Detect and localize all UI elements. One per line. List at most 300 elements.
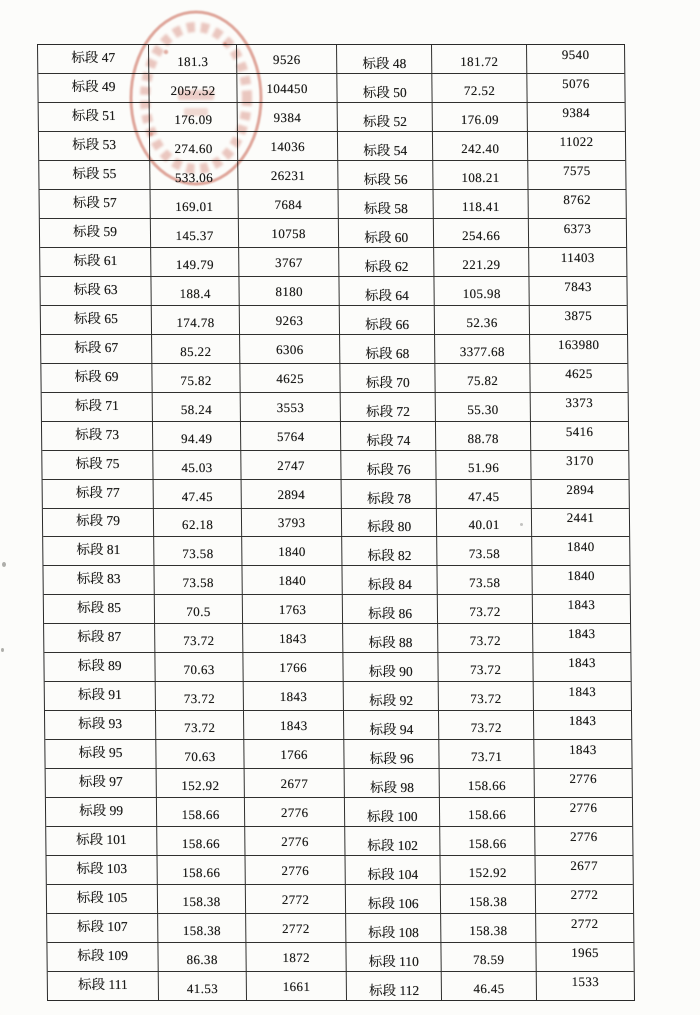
value2-left-cell <box>242 566 342 594</box>
value2-left-cell <box>240 422 340 450</box>
section-label-right-cell <box>341 537 436 565</box>
table-row <box>38 45 624 73</box>
section-value: 70.63 <box>183 662 215 678</box>
section-label: 标段 52 <box>362 113 408 129</box>
section-label: 标段 53 <box>72 136 117 152</box>
section-value: 4625 <box>276 370 305 386</box>
section-value: 158.66 <box>468 807 507 823</box>
section-value: 47.45 <box>181 488 214 504</box>
value2-right-cell <box>526 45 624 73</box>
value2-left-cell <box>243 740 343 768</box>
section-value: 73.58 <box>182 546 214 562</box>
value2-right-cell <box>532 595 630 623</box>
section-label: 标段 61 <box>73 252 118 268</box>
section-label-right-cell <box>343 653 438 681</box>
section-label: 标段 62 <box>364 258 409 274</box>
section-label: 标段 66 <box>365 316 410 332</box>
value2-left-cell <box>238 219 338 247</box>
value2-right-cell <box>531 537 629 565</box>
section-label: 标段 49 <box>71 78 116 94</box>
section-value: 9526 <box>272 51 301 67</box>
table-row <box>44 652 630 681</box>
section-value: 72.52 <box>463 82 496 98</box>
section-label-left-cell <box>45 711 155 739</box>
value1-left-cell <box>155 653 243 681</box>
section-label: 标段 80 <box>367 519 412 535</box>
section-label-left-cell <box>43 537 153 565</box>
section-label-right-cell <box>341 451 436 479</box>
section-value: 1872 <box>282 950 311 966</box>
table-row <box>42 450 628 479</box>
section-value: 1840 <box>278 544 306 560</box>
table-row <box>46 826 632 855</box>
section-label-left-cell <box>42 422 152 450</box>
value1-right-cell <box>436 537 531 565</box>
section-value: 242.40 <box>461 140 500 156</box>
section-value: 86.38 <box>186 952 218 968</box>
value2-left-cell <box>244 798 344 826</box>
value2-left-cell <box>246 972 346 1000</box>
value1-left-cell <box>152 422 240 450</box>
section-label: 标段 101 <box>76 832 127 848</box>
section-label: 标段 92 <box>369 693 414 709</box>
value2-right-cell <box>534 798 632 826</box>
bid-section-table <box>37 44 635 1001</box>
section-value: 2776 <box>569 800 598 816</box>
section-value: 158.38 <box>182 894 221 910</box>
section-label: 标段 65 <box>73 310 118 326</box>
section-value: 73.58 <box>468 546 501 562</box>
section-value: 181.72 <box>460 53 499 69</box>
value1-right-cell <box>438 653 533 681</box>
section-label-right-cell <box>338 190 433 218</box>
section-label-left-cell <box>47 914 157 942</box>
value2-left-cell <box>241 537 341 565</box>
section-label-right-cell <box>339 335 434 363</box>
section-value: 47.45 <box>468 488 500 504</box>
table-row <box>39 131 625 160</box>
section-label-left-cell <box>40 277 150 305</box>
section-label-right-cell <box>341 480 436 508</box>
section-value: 5076 <box>562 75 590 91</box>
section-label: 标段 78 <box>366 490 411 506</box>
section-label: 标段 104 <box>367 867 419 883</box>
section-value: 176.09 <box>460 111 500 127</box>
section-label: 标段 106 <box>367 896 419 912</box>
table-row <box>46 855 632 884</box>
section-value: 45.03 <box>181 459 213 475</box>
section-label: 标段 56 <box>363 171 408 187</box>
section-value: 274.60 <box>174 140 213 156</box>
section-label: 标段 94 <box>369 722 414 738</box>
section-value: 11022 <box>559 133 594 149</box>
value1-left-cell <box>156 798 244 826</box>
section-value: 94.49 <box>181 430 213 446</box>
value2-right-cell <box>531 480 629 508</box>
value2-right-cell <box>532 653 630 681</box>
table-row <box>40 189 626 218</box>
value2-right-cell <box>535 885 633 913</box>
table-row <box>40 247 626 276</box>
section-label: 标段 84 <box>367 577 412 593</box>
section-label: 标段 68 <box>365 345 410 361</box>
value1-right-cell <box>433 190 528 218</box>
section-value: 158.66 <box>468 836 507 852</box>
section-value: 158.38 <box>468 894 508 910</box>
section-label: 标段 110 <box>368 954 419 970</box>
section-value: 26231 <box>270 167 306 183</box>
section-value: 3377.68 <box>459 343 505 359</box>
section-value: 1763 <box>278 602 307 618</box>
section-label: 标段 69 <box>74 368 119 384</box>
value1-right-cell <box>436 480 531 508</box>
section-value: 2747 <box>277 457 305 473</box>
section-value: 108.21 <box>461 169 500 185</box>
value1-left-cell <box>156 769 244 797</box>
value2-right-cell <box>533 682 631 710</box>
value1-right-cell <box>431 45 526 73</box>
section-label: 标段 50 <box>362 84 407 100</box>
section-value: 145.37 <box>175 227 214 243</box>
value1-right-cell <box>438 740 533 768</box>
section-label: 标段 76 <box>366 461 411 477</box>
value1-right-cell <box>432 161 527 189</box>
section-label-right-cell <box>345 885 440 913</box>
section-value: 169.01 <box>175 198 214 214</box>
section-label-right-cell <box>342 566 437 594</box>
section-label: 标段 111 <box>78 976 128 992</box>
section-value: 1843 <box>568 655 596 671</box>
section-value: 7843 <box>564 278 592 294</box>
section-label: 标段 79 <box>76 513 121 529</box>
section-label: 标段 107 <box>76 919 128 935</box>
section-label-right-cell <box>339 277 434 305</box>
value2-right-cell <box>527 103 625 131</box>
value2-left-cell <box>240 393 340 421</box>
section-label: 标段 81 <box>76 542 121 558</box>
section-label: 标段 98 <box>369 780 415 796</box>
section-label-right-cell <box>344 740 439 768</box>
section-value: 2441 <box>566 510 595 526</box>
section-label-left-cell <box>47 856 157 884</box>
section-label: 标段 64 <box>364 287 409 303</box>
section-label: 标段 82 <box>367 548 412 564</box>
value2-left-cell <box>236 74 336 102</box>
section-label: 标段 88 <box>368 635 413 651</box>
section-value: 104450 <box>266 80 308 96</box>
section-label-left-cell <box>47 885 157 913</box>
section-label: 标段 47 <box>71 49 116 65</box>
value1-left-cell <box>149 161 237 189</box>
section-value: 1766 <box>280 747 308 763</box>
table-row <box>42 392 628 421</box>
section-value: 75.82 <box>466 372 499 388</box>
section-value: 73.72 <box>183 633 215 649</box>
section-value: 152.92 <box>468 865 507 881</box>
table-row <box>45 739 631 768</box>
value1-left-cell <box>153 537 241 565</box>
value2-left-cell <box>244 769 344 797</box>
section-value: 78.59 <box>473 952 505 968</box>
section-value: 181.3 <box>177 53 209 69</box>
section-label-right-cell <box>340 422 435 450</box>
section-label-left-cell <box>40 190 150 218</box>
value2-left-cell <box>243 711 343 739</box>
section-value: 73.72 <box>470 691 502 707</box>
value1-left-cell <box>155 711 243 739</box>
section-value: 158.38 <box>469 923 508 939</box>
section-value: 158.66 <box>181 807 220 823</box>
value1-right-cell <box>435 364 530 392</box>
value2-right-cell <box>527 161 625 189</box>
section-label-left-cell <box>45 740 155 768</box>
section-label: 标段 67 <box>74 339 119 355</box>
section-label: 标段 83 <box>76 571 121 587</box>
section-value: 221.29 <box>462 256 501 272</box>
section-value: 1766 <box>279 660 308 676</box>
section-label-left-cell <box>40 248 150 276</box>
section-label-left-cell <box>41 364 151 392</box>
value2-right-cell <box>532 624 630 652</box>
section-value: 163980 <box>557 336 600 352</box>
section-label-left-cell <box>46 798 156 826</box>
table-row <box>40 218 626 247</box>
value1-left-cell <box>153 509 241 537</box>
section-label-left-cell <box>38 45 148 73</box>
value1-right-cell <box>432 132 527 160</box>
value1-left-cell <box>153 480 241 508</box>
section-label-left-cell <box>43 480 153 508</box>
section-value: 73.72 <box>469 604 501 620</box>
section-label-left-cell <box>44 624 154 652</box>
value1-right-cell <box>434 335 529 363</box>
section-label-left-cell <box>42 451 152 479</box>
section-value: 73.72 <box>470 720 502 736</box>
section-value: 2677 <box>280 776 309 792</box>
value2-right-cell <box>530 451 628 479</box>
section-value: 2776 <box>569 771 598 787</box>
table-row <box>44 594 630 623</box>
value1-left-cell <box>157 914 245 942</box>
section-value: 3793 <box>277 515 306 531</box>
value1-right-cell <box>431 74 526 102</box>
section-value: 6373 <box>563 220 592 236</box>
section-label-right-cell <box>337 161 432 189</box>
section-value: 1843 <box>569 742 597 758</box>
section-label-right-cell <box>337 74 432 102</box>
value2-left-cell <box>242 624 342 652</box>
section-value: 6306 <box>275 341 304 357</box>
section-label: 标段 60 <box>364 229 409 245</box>
value2-left-cell <box>245 856 345 884</box>
section-value: 2776 <box>281 863 310 879</box>
value1-left-cell <box>152 364 240 392</box>
section-value: 75.82 <box>180 372 212 388</box>
section-label-left-cell <box>39 103 149 131</box>
section-value: 70.5 <box>186 604 211 620</box>
section-label: 标段 75 <box>75 455 120 471</box>
value1-left-cell <box>154 595 242 623</box>
value2-left-cell <box>237 103 337 131</box>
table-row <box>40 276 626 305</box>
value1-right-cell <box>439 769 534 797</box>
table-row <box>47 884 633 913</box>
section-label: 标段 85 <box>76 600 121 616</box>
table-row <box>45 710 631 739</box>
section-value: 73.72 <box>184 720 216 736</box>
section-value: 3373 <box>565 394 594 410</box>
value1-left-cell <box>148 74 236 102</box>
value2-right-cell <box>528 190 626 218</box>
section-label-left-cell <box>41 335 151 363</box>
value2-left-cell <box>238 277 338 305</box>
section-label-right-cell <box>340 393 435 421</box>
section-label: 标段 102 <box>367 838 418 854</box>
table-row <box>43 565 629 594</box>
value1-left-cell <box>150 248 238 276</box>
value2-right-cell <box>535 914 633 942</box>
value1-left-cell <box>152 393 240 421</box>
value2-left-cell <box>241 480 341 508</box>
section-label: 标段 109 <box>77 948 129 964</box>
table-row <box>41 363 627 392</box>
value2-right-cell <box>531 509 629 537</box>
value1-left-cell <box>154 624 242 652</box>
section-label-left-cell <box>39 132 149 160</box>
value2-left-cell <box>238 248 338 276</box>
value2-right-cell <box>536 972 634 1000</box>
section-value: 158.66 <box>467 778 507 794</box>
section-label: 标段 58 <box>363 200 408 216</box>
value1-left-cell <box>156 827 244 855</box>
section-value: 1843 <box>278 631 307 647</box>
section-value: 8180 <box>275 283 304 299</box>
value2-left-cell <box>239 306 339 334</box>
section-value: 1840 <box>278 573 307 589</box>
table-row <box>45 681 631 710</box>
section-label: 标段 74 <box>366 432 411 448</box>
section-label-right-cell <box>344 798 439 826</box>
section-value: 1843 <box>279 718 308 734</box>
section-label: 标段 93 <box>78 716 123 732</box>
table-row <box>48 971 634 1000</box>
section-label-right-cell <box>343 711 438 739</box>
value2-right-cell <box>526 74 624 102</box>
value1-left-cell <box>158 943 246 971</box>
section-value: 40.01 <box>468 517 500 533</box>
section-label: 标段 97 <box>78 774 123 790</box>
value1-right-cell <box>435 451 530 479</box>
value2-left-cell <box>245 914 345 942</box>
section-value: 4625 <box>565 365 593 381</box>
section-label-left-cell <box>48 972 158 1000</box>
section-label-left-cell <box>43 509 153 537</box>
value2-left-cell <box>245 885 345 913</box>
section-value: 2772 <box>570 887 599 903</box>
section-label-right-cell <box>337 103 432 131</box>
section-value: 62.18 <box>181 517 214 533</box>
value1-right-cell <box>439 798 534 826</box>
section-label-right-cell <box>345 856 440 884</box>
section-label-right-cell <box>336 45 431 73</box>
value1-right-cell <box>440 914 535 942</box>
section-value: 41.53 <box>186 980 219 996</box>
table-row <box>47 942 633 971</box>
section-label-right-cell <box>338 219 433 247</box>
value1-left-cell <box>148 45 236 73</box>
value2-left-cell <box>240 451 340 479</box>
value1-right-cell <box>440 856 535 884</box>
value2-left-cell <box>244 827 344 855</box>
section-label: 标段 108 <box>368 925 419 941</box>
table-row <box>41 305 627 334</box>
value1-right-cell <box>432 103 527 131</box>
section-value: 73.71 <box>470 749 503 765</box>
value2-right-cell <box>536 943 634 971</box>
section-value: 73.72 <box>469 633 502 649</box>
scan-artifact <box>520 523 523 526</box>
value2-left-cell <box>237 132 337 160</box>
section-value: 9384 <box>273 109 302 125</box>
section-value: 2772 <box>281 892 310 908</box>
section-label-left-cell <box>47 943 157 971</box>
section-value: 7684 <box>274 196 303 212</box>
section-value: 254.66 <box>461 227 501 243</box>
section-label: 标段 54 <box>363 142 408 158</box>
value2-right-cell <box>534 769 632 797</box>
value1-right-cell <box>434 306 529 334</box>
section-value: 188.4 <box>179 285 211 301</box>
section-label-right-cell <box>340 364 435 392</box>
section-value: 9263 <box>275 312 304 328</box>
value1-right-cell <box>435 393 530 421</box>
value2-right-cell <box>532 566 630 594</box>
section-label: 标段 57 <box>72 194 117 210</box>
section-value: 3767 <box>275 254 303 270</box>
section-label-right-cell <box>345 914 440 942</box>
section-label: 标段 90 <box>368 664 413 680</box>
section-label-right-cell <box>339 306 434 334</box>
section-value: 2776 <box>281 834 309 850</box>
section-value: 3170 <box>565 452 594 468</box>
section-value: 158.66 <box>181 836 221 852</box>
value1-left-cell <box>149 132 237 160</box>
section-value: 2677 <box>570 858 599 874</box>
section-label-left-cell <box>44 595 154 623</box>
section-label: 标段 103 <box>76 861 128 877</box>
section-label-right-cell <box>344 769 439 797</box>
section-label: 标段 112 <box>368 982 420 998</box>
table-row <box>43 479 629 508</box>
section-value: 58.24 <box>180 401 213 417</box>
section-value: 1843 <box>567 626 596 642</box>
section-label-left-cell <box>46 769 156 797</box>
value2-left-cell <box>239 335 339 363</box>
value2-left-cell <box>239 364 339 392</box>
table-row <box>42 421 628 450</box>
section-label: 标段 96 <box>369 751 414 767</box>
section-label-right-cell <box>337 132 432 160</box>
section-value: 1843 <box>279 689 308 705</box>
section-value: 14036 <box>270 138 306 154</box>
value2-left-cell <box>242 653 342 681</box>
section-label: 标段 51 <box>71 107 116 123</box>
section-value: 2894 <box>566 481 595 497</box>
section-label: 标段 87 <box>77 629 122 645</box>
value1-right-cell <box>441 943 536 971</box>
section-value: 1843 <box>567 597 596 613</box>
section-label: 标段 72 <box>366 403 411 419</box>
